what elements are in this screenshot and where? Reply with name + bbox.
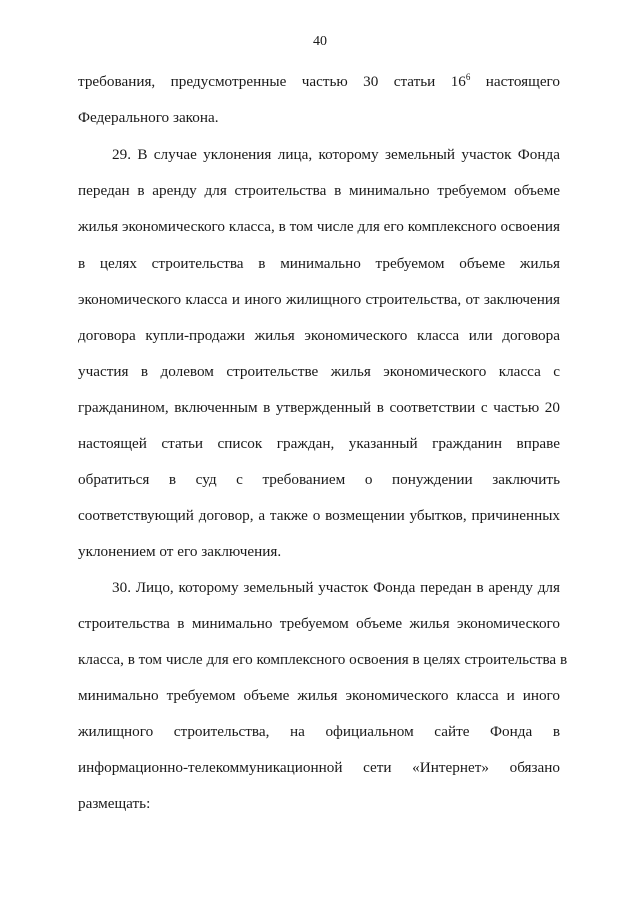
text-line: минимально требуемом объеме жилья экономического класса и иного: [78, 687, 560, 704]
text-line: соответствующий договор, а также о возмещении убытков, причиненных: [78, 507, 560, 524]
text-line-part: настоящего: [470, 73, 561, 90]
text-line: настоящей статьи список граждан, указанный гражданин вправе: [78, 435, 560, 452]
text-line: Федерального закона.: [78, 109, 219, 126]
text-line: уклонением от его заключения.: [78, 543, 282, 560]
text-line: [78, 72, 560, 92]
text-line: гражданином, включенным в утвержденный в соответствии с частью 20: [78, 399, 560, 416]
page-number: 40: [313, 34, 327, 49]
text-line: размещать:: [78, 795, 151, 812]
text-line: экономического класса и иного жилищного строительства, от заключения: [78, 291, 560, 308]
text-line: строительства в минимально требуемом объеме жилья экономического: [78, 615, 560, 632]
text-line: передан в аренду для строительства в минимально требуемом объеме: [78, 182, 560, 199]
text-line: участия в долевом строительстве жилья экономического класса с: [78, 363, 560, 380]
text-line: договора купли-продажи жилья экономического класса или договора: [78, 327, 560, 344]
superscript: 6: [465, 72, 471, 82]
paragraph-29-start: 29. В случае уклонения лица, которому земельный участок Фонда: [112, 146, 560, 163]
text-line: обратиться в суд с требованием о понуждении заключить: [78, 471, 560, 488]
text-line: в целях строительства в минимально требуемом объеме жилья: [78, 255, 560, 272]
text-line: класса, в том числе для его комплексного освоения в целях строительства в: [78, 651, 568, 668]
text-line-part: требования, предусмотренные частью 30 статьи 16: [78, 73, 466, 90]
text-line: жилья экономического класса, в том числе для его комплексного освоения: [78, 218, 560, 235]
text-line: информационно-телекоммуникационной сети «Интернет» обязано: [78, 759, 560, 776]
paragraph-30-start: 30. Лицо, которому земельный участок Фонда передан в аренду для: [112, 579, 560, 596]
text-line: жилищного строительства, на официальном сайте Фонда в: [78, 723, 560, 740]
